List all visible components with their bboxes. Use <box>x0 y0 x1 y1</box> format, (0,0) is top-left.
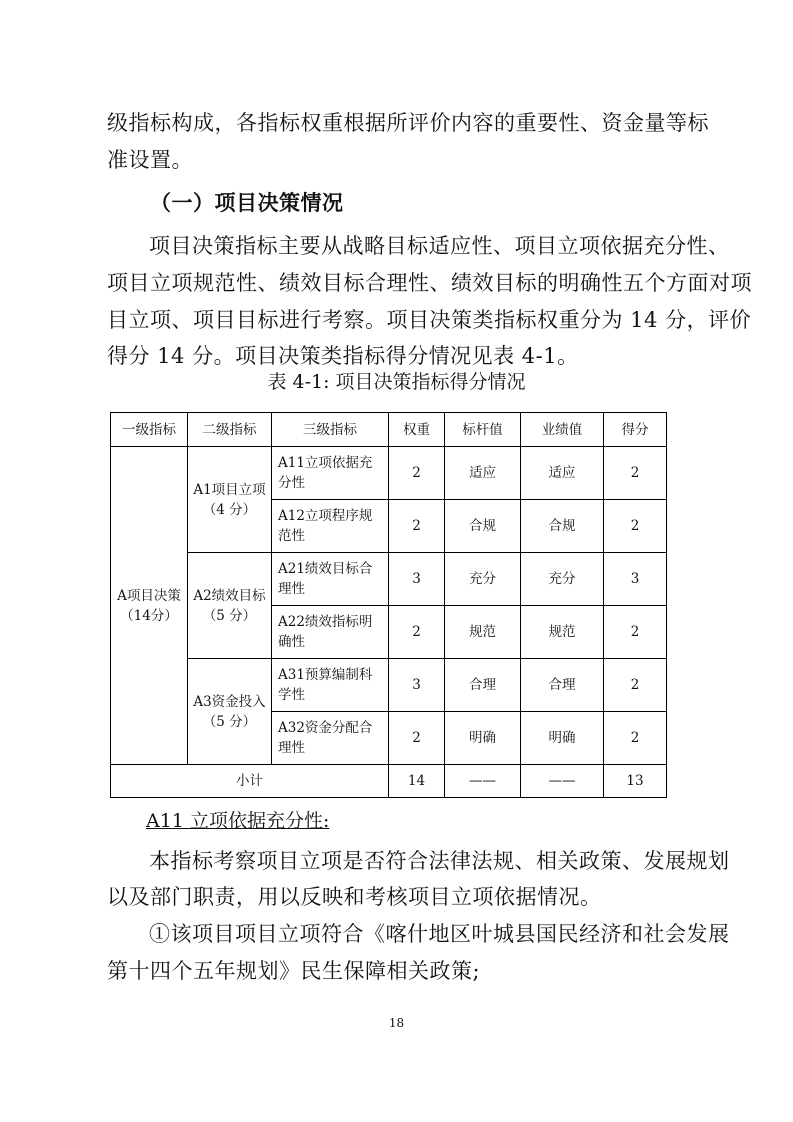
weight-cell: 3 <box>389 659 445 712</box>
body-text-line: 项目决策指标主要从战略目标适应性、项目立项依据充分性、 <box>149 234 730 258</box>
score-cell: 2 <box>604 447 667 500</box>
subtotal-row <box>111 765 667 798</box>
score-cell: 2 <box>604 500 667 553</box>
table-row <box>111 659 667 712</box>
column-header: 业绩值 <box>521 413 604 447</box>
body-text-line: 目立项、项目目标进行考察。项目决策类指标权重分为 14 分，评价 <box>107 308 752 332</box>
weight-cell: 2 <box>389 712 445 765</box>
column-header: 权重 <box>389 413 445 447</box>
benchmark-cell: 充分 <box>445 553 521 606</box>
column-header: 标杆值 <box>445 413 521 447</box>
table-row <box>111 553 667 606</box>
performance-cell: 明确 <box>521 712 604 765</box>
level3-cell: A22绩效指标明 确性 <box>272 606 389 659</box>
body-text-line: 得分 14 分。项目决策类指标得分情况见表 4-1。 <box>107 344 579 368</box>
body-text-line: 级指标构成，各指标权重根据所评价内容的重要性、资金量等标 <box>107 111 709 135</box>
table-row <box>111 447 667 500</box>
level2-cell: A3资金投入 （5 分） <box>188 659 272 765</box>
level2-cell: A2绩效目标 （5 分） <box>188 553 272 659</box>
body-text-line: 准设置。 <box>107 148 193 172</box>
performance-cell: 规范 <box>521 606 604 659</box>
table-caption: 表 4-1: 项目决策指标得分情况 <box>267 371 526 393</box>
score-cell: 2 <box>604 606 667 659</box>
benchmark-cell: 合理 <box>445 659 521 712</box>
level3-cell: A31预算编制科 学性 <box>272 659 389 712</box>
score-cell: 2 <box>604 712 667 765</box>
column-header: 三级指标 <box>272 413 389 447</box>
column-header: 一级指标 <box>111 413 188 447</box>
weight-cell: 14 <box>389 765 445 798</box>
indicator-table <box>110 412 667 798</box>
column-header: 二级指标 <box>188 413 272 447</box>
benchmark-cell: 明确 <box>445 712 521 765</box>
page-number: 18 <box>388 1016 405 1030</box>
score-cell: 13 <box>604 765 667 798</box>
performance-cell: —— <box>521 765 604 798</box>
level3-cell: A11立项依据充 分性 <box>272 447 389 500</box>
subsection-heading: A11 立项依据充分性: <box>146 810 330 832</box>
table-header-row <box>111 413 667 447</box>
score-cell: 2 <box>604 659 667 712</box>
weight-cell: 2 <box>389 447 445 500</box>
body-text-line: 第十四个五年规划》民生保障相关政策; <box>107 959 481 983</box>
section-heading: （一）项目决策情况 <box>150 190 344 215</box>
performance-cell: 充分 <box>521 553 604 606</box>
level3-cell: A32资金分配合 理性 <box>272 712 389 765</box>
benchmark-cell: 合规 <box>445 500 521 553</box>
weight-cell: 2 <box>389 606 445 659</box>
performance-cell: 合理 <box>521 659 604 712</box>
body-text-line: 以及部门职责，用以反映和考核项目立项依据情况。 <box>107 885 602 909</box>
benchmark-cell: —— <box>445 765 521 798</box>
performance-cell: 合规 <box>521 500 604 553</box>
subtotal-label: 小计 <box>111 765 389 798</box>
level2-cell: A1项目立项 （4 分） <box>188 447 272 553</box>
level3-cell: A21绩效目标合 理性 <box>272 553 389 606</box>
benchmark-cell: 规范 <box>445 606 521 659</box>
body-text-line: 项目立项规范性、绩效目标合理性、绩效目标的明确性五个方面对项 <box>107 271 752 295</box>
body-text-line: 本指标考察项目立项是否符合法律法规、相关政策、发展规划 <box>149 849 730 873</box>
weight-cell: 2 <box>389 500 445 553</box>
level1-cell: A项目决策 （14分） <box>111 447 188 765</box>
column-header: 得分 <box>604 413 667 447</box>
weight-cell: 3 <box>389 553 445 606</box>
score-cell: 3 <box>604 553 667 606</box>
body-text-line: ①该项目项目立项符合《喀什地区叶城县国民经济和社会发展 <box>149 922 730 946</box>
performance-cell: 适应 <box>521 447 604 500</box>
level3-cell: A12立项程序规 范性 <box>272 500 389 553</box>
benchmark-cell: 适应 <box>445 447 521 500</box>
